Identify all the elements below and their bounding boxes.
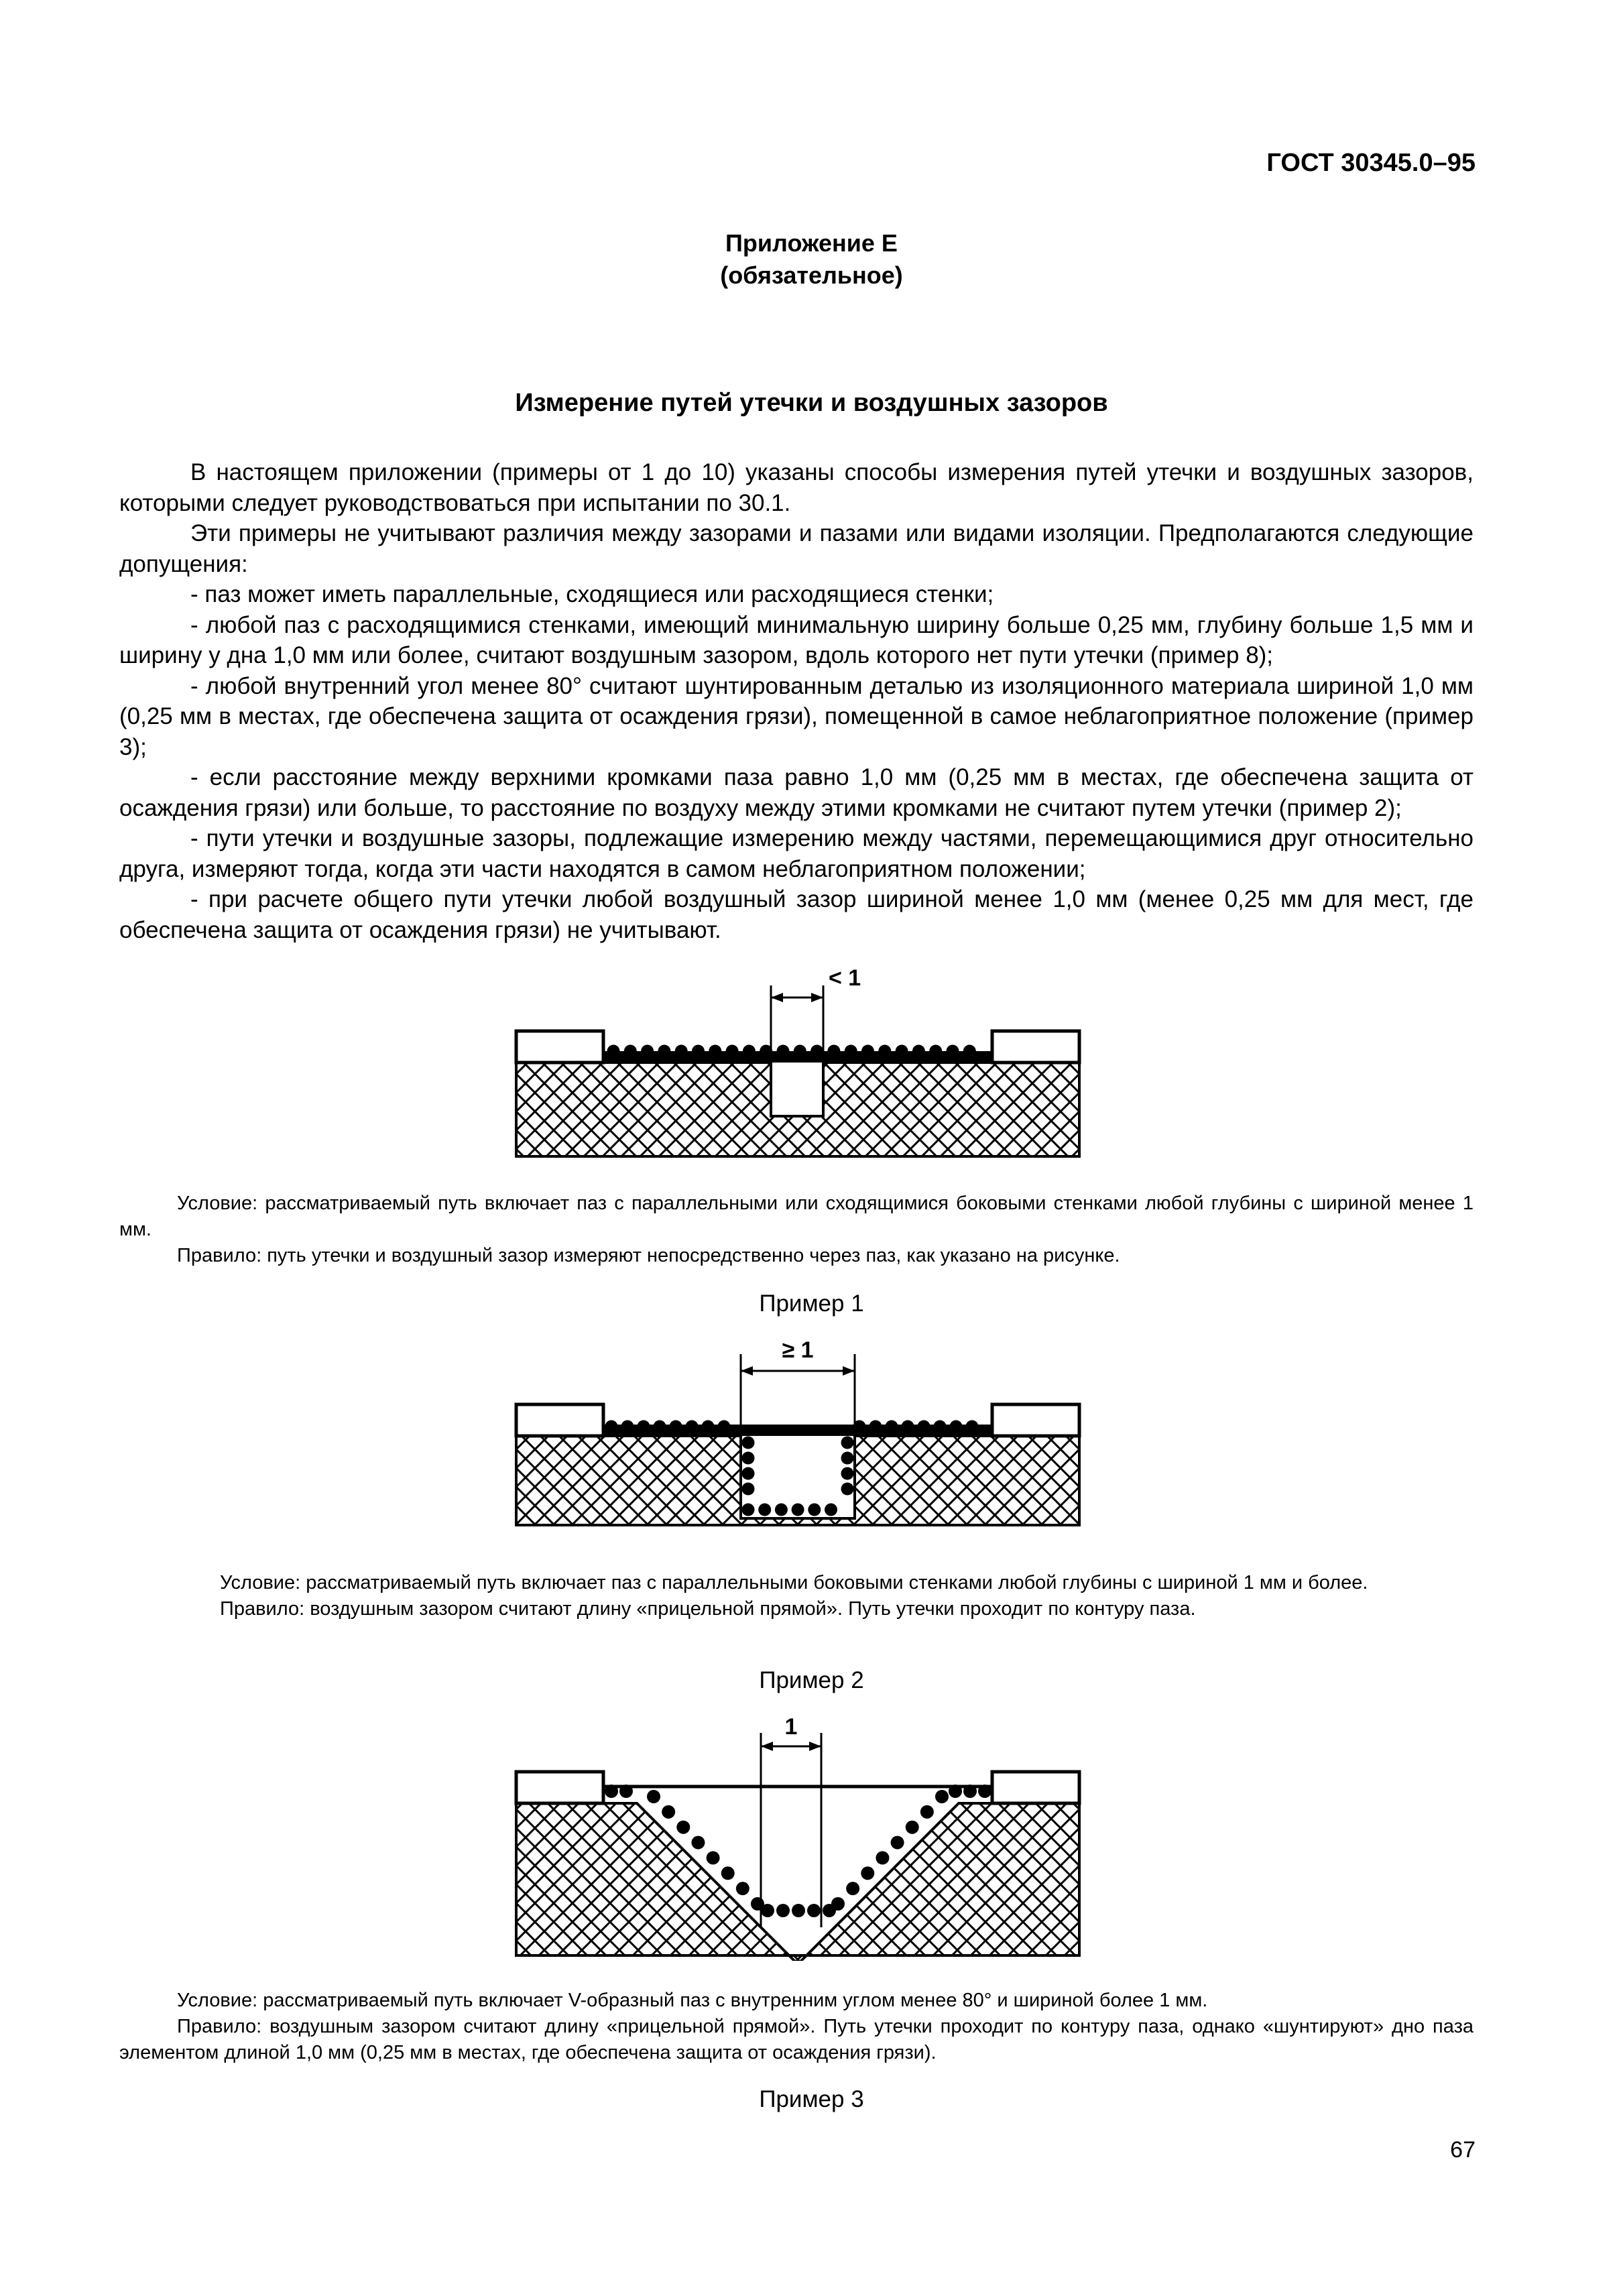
example-2-label: Пример 2 [759, 1667, 864, 1693]
leakage-dot [861, 1045, 874, 1058]
leakage-dot [742, 1452, 755, 1465]
paragraph: В настоящем приложении (примеры от 1 до 10) указаны способы измерения путей утечки и воздушных зазоров, которыми следует руководствоваться при испытании по 30.1. [119, 459, 1474, 516]
leakage-dot [966, 1421, 979, 1433]
insulation-body [516, 1063, 1079, 1156]
leakage-dot [743, 1045, 756, 1058]
leakage-dot [846, 1882, 859, 1895]
example-1-figure [0, 952, 1623, 1173]
leakage-dot [792, 1904, 805, 1917]
condition-text: Условие: рассматриваемый путь включает паз с параллельными боковыми стенками любой глубины с шириной 1 мм и более. [220, 1572, 1368, 1593]
appendix-title: Приложение Е [725, 229, 898, 257]
leakage-dot [641, 1045, 654, 1058]
insulation-body [516, 1803, 1079, 1961]
leakage-dot [929, 1045, 942, 1058]
dimension-label: < 1 [829, 965, 861, 991]
leakage-dot [742, 1504, 755, 1516]
leakage-dot [827, 1045, 840, 1058]
leakage-dot [810, 1045, 823, 1058]
leakage-dot [742, 1467, 755, 1480]
leakage-dot [776, 1904, 790, 1917]
appendix-status: (обязательное) [720, 261, 903, 289]
leakage-dot [841, 1467, 854, 1480]
leakage-dot [670, 1421, 682, 1433]
page-number: 67 [1450, 2137, 1476, 2163]
example-3-label: Пример 3 [759, 2086, 864, 2112]
example-2-figure [0, 1327, 1623, 1535]
rule-text: Правило: воздушным зазором считают длину «прицельной прямой». Путь утечки проходит по контуру паза. [220, 1598, 1196, 1620]
leakage-dot [621, 1421, 634, 1433]
leakage-dot [662, 1805, 675, 1819]
leakage-dot [692, 1045, 705, 1058]
paragraph: - если расстояние между верхними кромками паза равно 1,0 мм (0,25 мм в местах, где обеспечена защита от осаждения грязи) или больше, то расстояние по воздуху между этими кромками не считают путем утечки (пример 2); [119, 764, 1474, 821]
leakage-dot [675, 1045, 688, 1058]
leakage-dot [823, 1904, 836, 1917]
leakage-dot [902, 1421, 914, 1433]
example-2-caption [119, 1570, 1474, 1622]
leakage-dot [963, 1045, 976, 1058]
leakage-dot [777, 1045, 790, 1058]
leakage-dot [861, 1866, 874, 1880]
leakage-dot [912, 1045, 925, 1058]
example-3-caption [119, 1988, 1474, 2066]
leakage-dot [658, 1045, 670, 1058]
conductor-left [516, 1772, 603, 1803]
example-1-caption [119, 1191, 1474, 1269]
leakage-dot [726, 1045, 739, 1058]
leakage-dot [736, 1882, 749, 1895]
paragraph: - при расчете общего пути утечки любой воздушный зазор шириной менее 1,0 мм (менее 0,25 мм для мест, где обеспечена защита от осаждения грязи) не учитывают. [119, 886, 1474, 943]
condition-text: Условие: рассматриваемый путь включает паз с параллельными или сходящимися боковыми стенками любой глубины с шириной менее 1 мм. [119, 1193, 1474, 1240]
dimension-label: ≥ 1 [782, 1337, 814, 1363]
leakage-dot [918, 1421, 930, 1433]
leakage-dot [794, 1045, 806, 1058]
paragraph: - пути утечки и воздушные зазоры, подлежащие измерению между частями, перемещающимися друг относительно друга, измеряют тогда, когда эти части находятся в самом неблагоприятном положении; [119, 825, 1474, 882]
leakage-dot [947, 1045, 959, 1058]
example-1-label: Пример 1 [759, 1290, 864, 1317]
leakage-dot [718, 1421, 731, 1433]
leakage-dot [605, 1785, 618, 1798]
leakage-dot [605, 1421, 618, 1433]
leakage-dot [934, 1421, 947, 1433]
leakage-dot [707, 1851, 720, 1864]
leakage-dot [758, 1504, 771, 1516]
leakage-dot [742, 1437, 755, 1449]
leakage-dot [950, 1421, 963, 1433]
leakage-dot [841, 1483, 854, 1496]
leakage-dot [709, 1045, 721, 1058]
leakage-dot [869, 1421, 882, 1433]
leakage-dot [638, 1421, 650, 1433]
condition-text: Условие: рассматриваемый путь включает V-образный паз с внутренним углом менее 80° и шириной более 1 мм. [177, 1990, 1208, 2011]
leakage-dot [896, 1045, 908, 1058]
leakage-dot [792, 1504, 804, 1516]
leakage-dot [742, 1483, 755, 1496]
leakage-dot [624, 1045, 637, 1058]
paragraph: - любой внутренний угол менее 80° считают шунтированным деталью из изоляционного материала шириной 1,0 мм (0,25 мм в местах, где обеспечена защита от осаждения грязи), помещенной в самое неблагоприятное положение (пример 3); [119, 672, 1474, 760]
leakage-dot [963, 1785, 977, 1798]
leakage-dot [702, 1421, 715, 1433]
leakage-dot [906, 1821, 919, 1834]
leakage-dot [845, 1045, 857, 1058]
conductor-left [516, 1031, 603, 1063]
conductor-right [992, 1772, 1079, 1803]
leakage-dot [841, 1452, 854, 1465]
rule-text: Правило: путь утечки и воздушный зазор измеряют непосредственно через паз, как указано на рисунке. [177, 1245, 1120, 1266]
example-3-figure [0, 1706, 1623, 1961]
leakage-dot [891, 1836, 904, 1850]
leakage-dot [841, 1437, 854, 1449]
leakage-dot [619, 1785, 633, 1798]
leakage-dot [876, 1851, 889, 1864]
leakage-dot [825, 1504, 837, 1516]
conductor-right [992, 1031, 1079, 1063]
paragraph: - любой паз с расходящимися стенками, имеющий минимальную ширину больше 0,25 мм, глубину больше 1,5 мм и ширину у дна 1,0 мм или более, считают воздушным зазором, вдоль которого нет пути утечки (пример 8); [119, 611, 1474, 668]
leakage-dot [691, 1836, 705, 1850]
leakage-dot [761, 1904, 774, 1917]
leakage-dot [647, 1790, 660, 1803]
leakage-dot [878, 1045, 891, 1058]
leakage-dot [949, 1785, 962, 1798]
body-text [119, 457, 1474, 945]
dimension-label: 1 [784, 1714, 798, 1740]
paragraph: - паз может иметь параллельные, сходящиеся или расходящиеся стенки; [190, 581, 994, 607]
leakage-dot [935, 1790, 949, 1803]
leakage-dot [686, 1421, 699, 1433]
leakage-dot [808, 1504, 821, 1516]
leakage-dot [807, 1904, 821, 1917]
leakage-dot [920, 1805, 934, 1819]
leakage-dot [978, 1785, 991, 1798]
leakage-dot [607, 1045, 620, 1058]
section-title: Измерение путей утечки и воздушных зазоров [515, 389, 1108, 417]
leakage-dot [721, 1866, 735, 1880]
leakage-dot [775, 1504, 788, 1516]
leakage-dot [886, 1421, 898, 1433]
leakage-dot [676, 1821, 690, 1834]
standard-number: ГОСТ 30345.0–95 [1266, 149, 1476, 177]
leakage-dot [654, 1421, 666, 1433]
conductor-right [992, 1404, 1079, 1436]
conductor-left [516, 1404, 603, 1436]
paragraph: Эти примеры не учитывают различия между зазорами и пазами или видами изоляции. Предполагаются следующие допущения: [119, 520, 1474, 577]
rule-text: Правило: воздушным зазором считают длину «прицельной прямой». Путь утечки проходит по контуру паза, однако «шунтируют» дно паза элементом длиной 1,0 мм (0,25 мм в местах, где обеспечена защита от осаждения грязи). [119, 2016, 1474, 2063]
